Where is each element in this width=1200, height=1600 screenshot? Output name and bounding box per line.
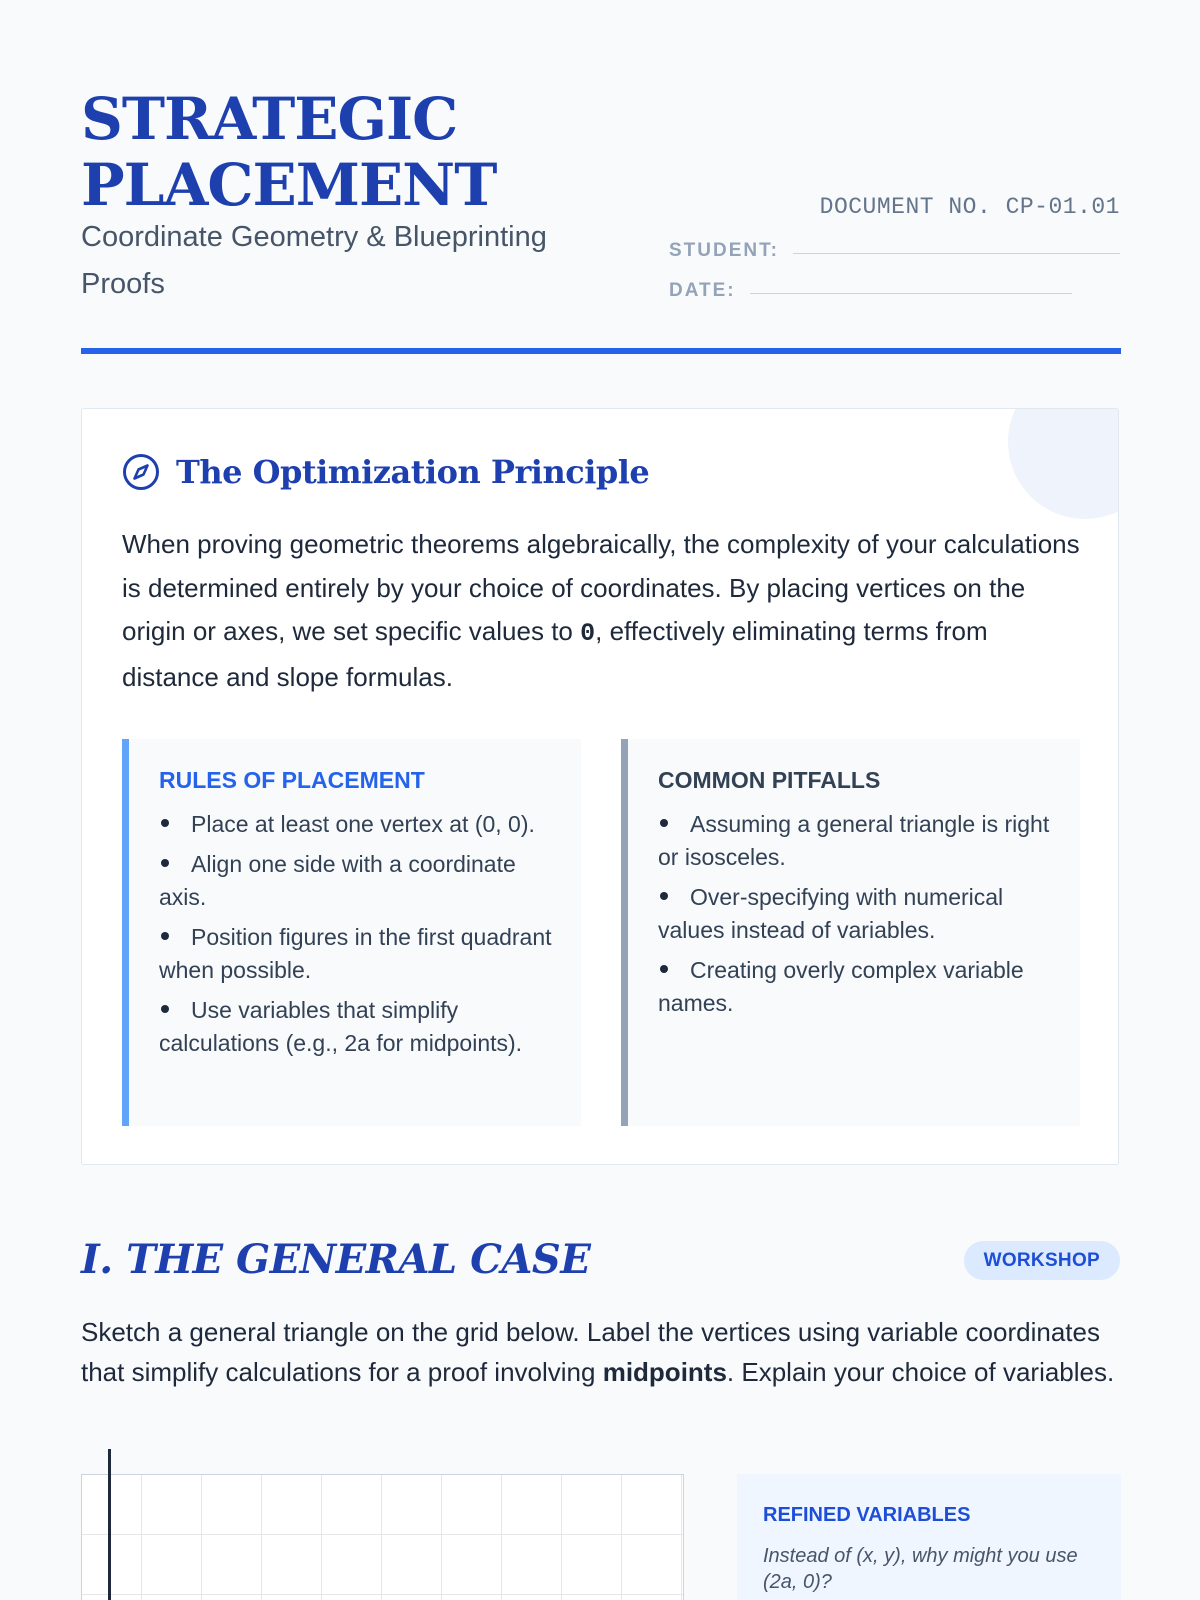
page-subtitle: Coordinate Geometry & Blueprinting Proofs <box>81 221 547 300</box>
bullet-icon <box>161 859 169 867</box>
principle-heading <box>122 453 649 491</box>
common-pitfalls-box <box>621 739 1080 1126</box>
student-label: STUDENT: <box>669 240 779 261</box>
list-item-text: Use variables that simplify calculations (e.g., 2a for midpoints). <box>159 997 523 1056</box>
rules-of-placement-box <box>122 739 581 1126</box>
list-item <box>658 881 1060 947</box>
date-field <box>669 280 1072 302</box>
principle-text <box>122 523 1082 699</box>
date-blank-line <box>750 293 1072 294</box>
document-number: DOCUMENT NO. CP-01.01 <box>819 194 1120 220</box>
bullet-icon <box>161 932 169 940</box>
bullet-icon <box>660 819 668 827</box>
list-item <box>159 921 561 987</box>
list-item-text: Position figures in the first quadrant when possible. <box>159 924 552 983</box>
rules-title: RULES OF PLACEMENT <box>159 767 425 793</box>
refined-variables-panel <box>737 1474 1121 1600</box>
list-item-text: Place at least one vertex at (0, 0). <box>191 811 535 837</box>
workshop-badge: WORKSHOP <box>964 1241 1120 1280</box>
list-item <box>159 808 561 841</box>
list-item-text: Align one side with a coordinate axis. <box>159 851 516 910</box>
list-item-text: Creating overly complex variable names. <box>658 957 1024 1016</box>
midpoints-emphasis: midpoints <box>602 1357 727 1387</box>
section-title: I. THE GENERAL CASE <box>81 1236 591 1283</box>
refined-variables-prompt: Instead of (x, y), why might you use (2a, 0)? <box>763 1545 1078 1593</box>
pitfalls-list <box>658 808 1060 1020</box>
instructions-part-2: . Explain your choice of variables. <box>726 1357 1115 1387</box>
bullet-icon <box>660 965 668 973</box>
list-item <box>159 994 561 1060</box>
zero-value: 0 <box>580 619 596 648</box>
decorative-circle <box>1008 408 1119 519</box>
rules-list <box>159 808 561 1060</box>
document-header <box>81 86 1120 356</box>
principle-text-part-1: When proving geometric theorems algebraically, the complexity of your calculations is determined entirely by your choice of coordinates. By placing vertices on the origin or axes, we set specific values to <box>122 529 1080 646</box>
title-line-1: STRATEGIC <box>81 85 458 153</box>
bullet-icon <box>660 892 668 900</box>
instructions-part-1: Sketch a general triangle on the grid below. Label the vertices using variable coordinates that simplify calculations for a proof involving <box>81 1317 1100 1387</box>
page-title <box>81 86 641 218</box>
list-item-text: Over-specifying with numerical values instead of variables. <box>658 884 1004 943</box>
student-blank-line <box>793 253 1120 254</box>
refined-variables-title: REFINED VARIABLES <box>763 1504 971 1526</box>
list-item-text: Assuming a general triangle is right or isosceles. <box>658 811 1050 870</box>
student-field <box>669 240 1120 262</box>
principle-card <box>81 408 1119 1165</box>
list-item <box>658 954 1060 1020</box>
pitfalls-title: COMMON PITFALLS <box>658 767 881 793</box>
title-line-2: PLACEMENT <box>81 151 497 219</box>
list-item <box>658 808 1060 874</box>
bullet-icon <box>161 819 169 827</box>
list-item <box>159 848 561 914</box>
principle-title: The Optimization Principle <box>176 453 650 491</box>
principle-text-part-2: , effectively eliminating terms from distance and slope formulas. <box>122 616 988 692</box>
date-label: DATE: <box>669 280 736 301</box>
compass-icon <box>122 453 160 491</box>
y-axis-line <box>108 1449 111 1600</box>
section-instructions <box>81 1312 1121 1392</box>
bullet-icon <box>161 1005 169 1013</box>
sketch-grid-area[interactable] <box>81 1474 684 1600</box>
coordinate-grid[interactable] <box>81 1474 684 1600</box>
header-divider <box>81 348 1121 354</box>
